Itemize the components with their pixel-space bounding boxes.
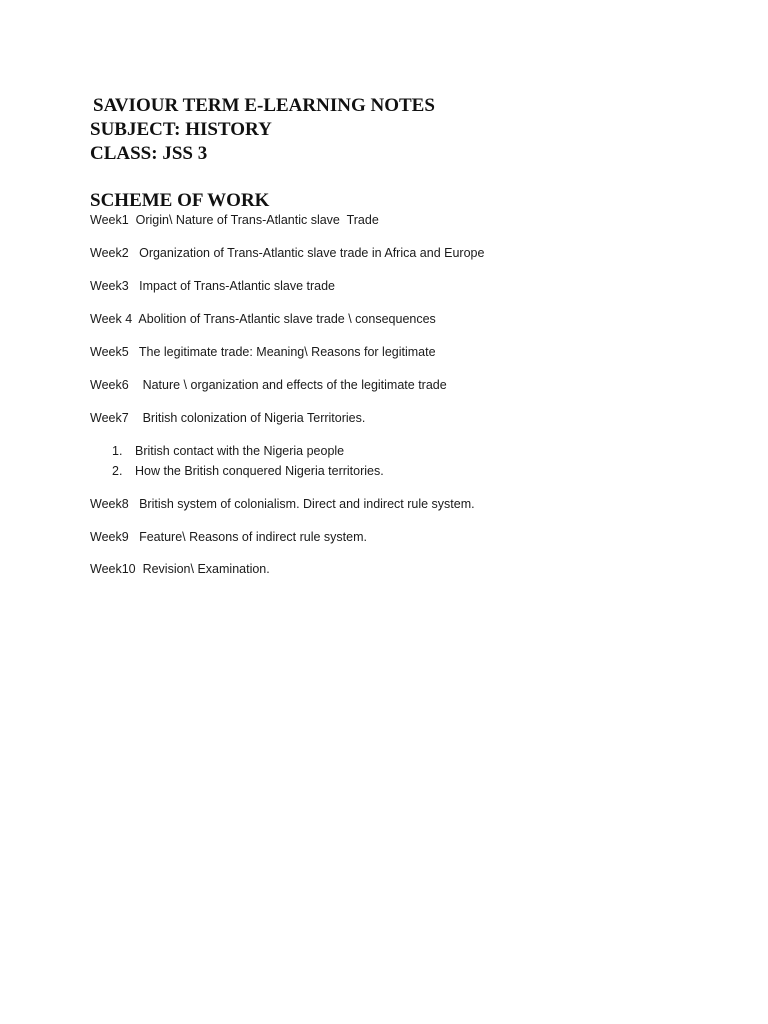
week-item-4: Week 4 Abolition of Trans-Atlantic slave trade \ consequences xyxy=(90,312,436,326)
list-text: How the British conquered Nigeria territories. xyxy=(135,464,384,478)
document-header xyxy=(90,94,435,166)
list-item xyxy=(112,462,384,480)
week-item-10: Week10 Revision\ Examination. xyxy=(90,562,270,576)
week-item-9: Week9 Feature\ Reasons of indirect rule system. xyxy=(90,530,367,544)
notes-title: SAVIOUR TERM E-LEARNING NOTES xyxy=(93,95,435,116)
week-item-7: Week7 British colonization of Nigeria Territories. xyxy=(90,411,366,425)
week-item-5: Week5 The legitimate trade: Meaning\ Reasons for legitimate xyxy=(90,345,436,359)
class-line: CLASS: JSS 3 xyxy=(90,143,208,164)
week-item-2: Week2 Organization of Trans-Atlantic slave trade in Africa and Europe xyxy=(90,246,485,260)
scheme-of-work-title: SCHEME OF WORK xyxy=(90,190,270,211)
list-number: 1. xyxy=(112,444,123,458)
list-item xyxy=(112,442,344,460)
subject-line: SUBJECT: HISTORY xyxy=(90,119,272,140)
list-number: 2. xyxy=(112,464,123,478)
list-text: British contact with the Nigeria people xyxy=(135,444,345,458)
week-item-3: Week3 Impact of Trans-Atlantic slave trade xyxy=(90,279,336,293)
week-item-8: Week8 British system of colonialism. Direct and indirect rule system. xyxy=(90,497,475,511)
week-item-1: Week1 Origin\ Nature of Trans-Atlantic slave Trade xyxy=(90,213,379,227)
week-item-6: Week6 Nature \ organization and effects of the legitimate trade xyxy=(90,378,447,392)
